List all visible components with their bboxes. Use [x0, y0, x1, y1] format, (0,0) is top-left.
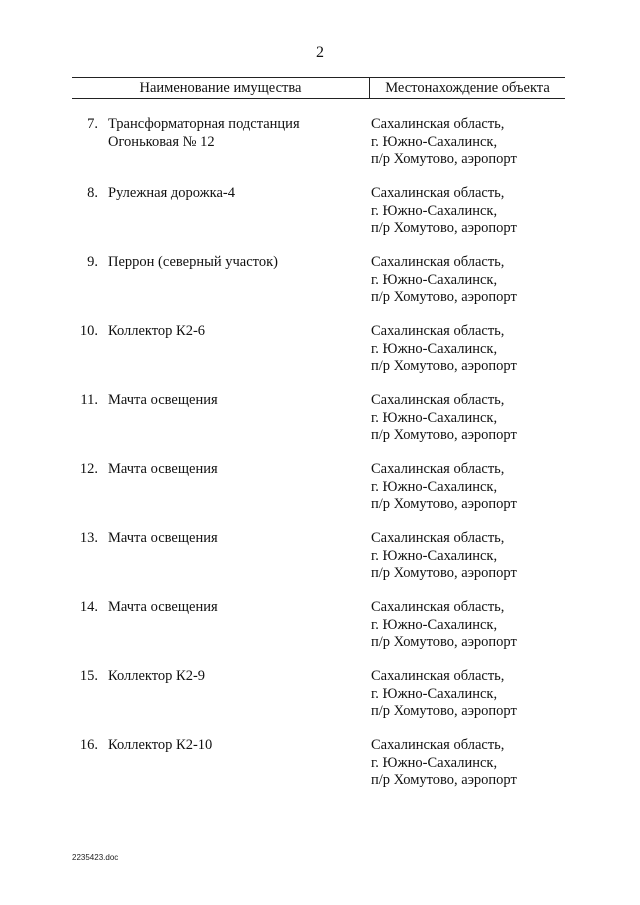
- table-row: [72, 737, 565, 806]
- location-line: г. Южно-Сахалинск,: [371, 547, 498, 564]
- location-line: г. Южно-Сахалинск,: [371, 271, 498, 288]
- table-row: [72, 254, 565, 323]
- table-row: [72, 599, 565, 668]
- table-row: [72, 185, 565, 254]
- table-body: [72, 116, 565, 806]
- location-line: Сахалинская область,: [371, 254, 505, 270]
- location-line: п/р Хомутово, аэропорт: [371, 151, 517, 167]
- location-line: Сахалинская область,: [371, 530, 505, 546]
- property-location: [371, 599, 565, 652]
- property-location: [371, 392, 565, 445]
- property-name: Перрон (северный участок): [108, 254, 278, 270]
- row-number: 15.: [79, 668, 98, 684]
- location-line: п/р Хомутово, аэропорт: [371, 496, 517, 512]
- row-number: 8.: [87, 185, 98, 201]
- location-line: Сахалинская область,: [371, 668, 505, 684]
- location-line: п/р Хомутово, аэропорт: [371, 565, 517, 581]
- location-line: Сахалинская область,: [371, 599, 505, 615]
- property-location: [371, 254, 565, 307]
- document-filename: 2235423.doc: [72, 853, 119, 862]
- location-line: п/р Хомутово, аэропорт: [371, 703, 517, 719]
- row-number: 13.: [79, 530, 98, 546]
- property-location: [371, 530, 565, 583]
- location-line: г. Южно-Сахалинск,: [371, 616, 498, 633]
- property-location: [371, 737, 565, 790]
- location-line: п/р Хомутово, аэропорт: [371, 634, 517, 650]
- location-line: г. Южно-Сахалинск,: [371, 754, 498, 771]
- property-location: [371, 461, 565, 514]
- property-location: [371, 185, 565, 238]
- property-location: [371, 323, 565, 376]
- location-line: г. Южно-Сахалинск,: [371, 409, 498, 426]
- location-line: Сахалинская область,: [371, 116, 505, 132]
- row-number: 9.: [87, 254, 98, 270]
- property-name: Мачта освещения: [108, 392, 218, 408]
- header-name-column: Наименование имущества: [72, 78, 370, 98]
- location-line: Сахалинская область,: [371, 323, 505, 339]
- location-line: Сахалинская область,: [371, 185, 505, 201]
- table-header: [72, 77, 565, 99]
- property-name: Коллектор К2-10: [108, 737, 213, 753]
- location-line: г. Южно-Сахалинск,: [371, 685, 498, 702]
- location-line: п/р Хомутово, аэропорт: [371, 289, 517, 305]
- property-name: Мачта освещения: [108, 599, 218, 615]
- table-row: [72, 461, 565, 530]
- location-line: г. Южно-Сахалинск,: [371, 133, 498, 150]
- property-name: Коллектор К2-6: [108, 323, 206, 339]
- row-number: 14.: [79, 599, 98, 615]
- location-line: п/р Хомутово, аэропорт: [371, 772, 517, 788]
- row-number: 7.: [87, 116, 98, 132]
- location-line: г. Южно-Сахалинск,: [371, 202, 498, 219]
- row-number: 11.: [80, 392, 98, 408]
- table-row: [72, 392, 565, 461]
- page-number: 2: [316, 44, 324, 61]
- location-line: г. Южно-Сахалинск,: [371, 340, 498, 357]
- property-name: Мачта освещения: [108, 530, 218, 546]
- location-line: г. Южно-Сахалинск,: [371, 478, 498, 495]
- row-number: 12.: [79, 461, 98, 477]
- table-row: [72, 668, 565, 737]
- property-name: Рулежная дорожка-4: [108, 185, 235, 201]
- property-name: Трансформаторная подстанция Огоньковая № 12: [108, 116, 300, 150]
- location-line: Сахалинская область,: [371, 737, 505, 753]
- location-line: п/р Хомутово, аэропорт: [371, 220, 517, 236]
- property-location: [371, 668, 565, 721]
- table-row: [72, 116, 565, 185]
- table-row: [72, 323, 565, 392]
- location-line: Сахалинская область,: [371, 392, 505, 408]
- location-line: п/р Хомутово, аэропорт: [371, 358, 517, 374]
- header-location-column: Местонахождение объекта: [385, 80, 550, 96]
- row-number: 16.: [79, 737, 98, 753]
- table-row: [72, 530, 565, 599]
- property-location: [371, 116, 565, 169]
- property-name: Мачта освещения: [108, 461, 218, 477]
- property-name: Коллектор К2-9: [108, 668, 206, 684]
- location-line: п/р Хомутово, аэропорт: [371, 427, 517, 443]
- location-line: Сахалинская область,: [371, 461, 505, 477]
- row-number: 10.: [79, 323, 98, 339]
